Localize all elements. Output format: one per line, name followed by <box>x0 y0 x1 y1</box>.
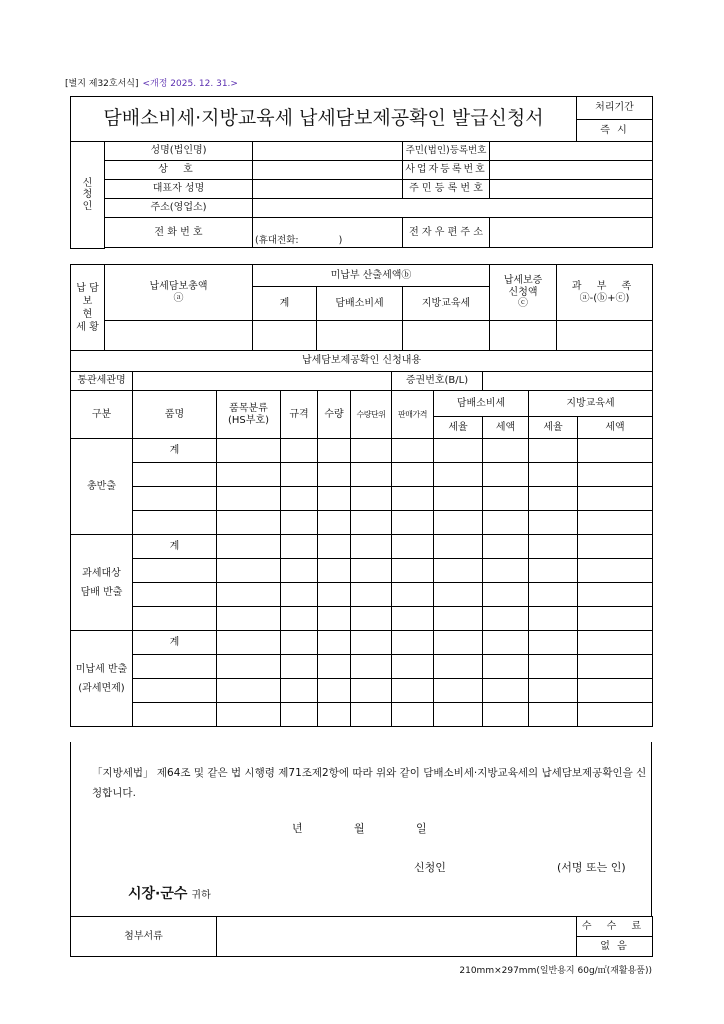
table-row <box>71 583 653 607</box>
detail-cell[interactable] <box>318 463 351 487</box>
col-hs: 품목분류 (HS부호) <box>217 391 281 439</box>
detail-cell[interactable] <box>392 487 434 511</box>
unpaid-edu-label: 지방교육세 <box>403 287 490 321</box>
detail-cell[interactable] <box>578 655 653 679</box>
group-total-label: 계 <box>133 631 217 655</box>
detail-cell[interactable] <box>281 655 318 679</box>
revision-note: <개정 2025. 12. 31.> <box>142 79 238 89</box>
group-label: 총반출 <box>71 439 133 535</box>
detail-cell[interactable] <box>281 487 318 511</box>
detail-cell[interactable] <box>281 439 318 463</box>
unpaid-tobacco-label: 담배소비세 <box>317 287 403 321</box>
detail-cell[interactable] <box>434 463 483 487</box>
detail-cell[interactable] <box>483 439 529 463</box>
unpaid-tax-label: 미납부 산출세액ⓑ <box>253 265 490 287</box>
unpaid-tobacco-field[interactable] <box>317 321 403 351</box>
detail-cell[interactable] <box>529 535 578 559</box>
col-edu-rate: 세율 <box>529 417 578 439</box>
col-edu-amount: 세액 <box>578 417 653 439</box>
detail-cell[interactable] <box>351 487 392 511</box>
detail-cell[interactable] <box>318 607 351 631</box>
attachments-label: 첨부서류 <box>71 917 217 957</box>
details-title: 납세담보제공확인 신청내용 <box>71 351 653 372</box>
table-row <box>71 559 653 583</box>
attachments-field[interactable] <box>217 917 577 957</box>
detail-cell[interactable] <box>351 703 392 727</box>
date-year: 년 <box>292 822 303 835</box>
detail-cell[interactable] <box>281 511 318 535</box>
guarantee-request-field[interactable] <box>490 321 557 351</box>
processing-period-label: 처리기간 <box>577 97 653 120</box>
detail-cell[interactable] <box>318 679 351 703</box>
rep-id-field[interactable] <box>490 180 653 199</box>
detail-cell[interactable] <box>483 607 529 631</box>
date-day: 일 <box>416 822 427 835</box>
detail-cell[interactable] <box>529 655 578 679</box>
detail-cell[interactable] <box>217 583 281 607</box>
detail-cell[interactable] <box>578 583 653 607</box>
title-table <box>70 96 653 142</box>
detail-cell[interactable] <box>351 559 392 583</box>
email-field[interactable] <box>490 218 653 248</box>
table-row <box>71 679 653 703</box>
mobile-label: (휴대전화: <box>255 235 299 247</box>
detail-cell[interactable] <box>318 439 351 463</box>
applicant-table <box>70 141 653 249</box>
detail-cell[interactable] <box>392 463 434 487</box>
detail-cell[interactable] <box>529 703 578 727</box>
col-unit: 수량단위 <box>351 391 392 439</box>
form-number: [별지 제32호서식] <box>65 79 139 89</box>
detail-cell[interactable] <box>133 679 217 703</box>
detail-cell[interactable] <box>529 583 578 607</box>
detail-cell[interactable] <box>217 559 281 583</box>
bl-number-field[interactable] <box>483 372 653 391</box>
security-table <box>70 264 653 351</box>
fee-value: 없 음 <box>577 937 653 957</box>
detail-cell[interactable] <box>529 439 578 463</box>
trade-name-field[interactable] <box>253 161 403 180</box>
declaration-text: 「지방세법」 제64조 및 같은 법 시행령 제71조제2항에 따라 위와 같이 담배소비세·지방교육세의 납세담보제공확인을 신청합니다. <box>92 767 647 799</box>
unpaid-sum-label: 계 <box>253 287 317 321</box>
col-price: 판매가격 <box>392 391 434 439</box>
group-label: 미납세 반출 (과세면제) <box>71 631 133 727</box>
table-row <box>71 487 653 511</box>
detail-cell[interactable] <box>133 511 217 535</box>
detail-cell[interactable] <box>392 511 434 535</box>
group-label: 과세대상 담배 반출 <box>71 535 133 631</box>
col-category: 구분 <box>71 391 133 439</box>
trade-name-label: 상 호 <box>105 161 253 180</box>
detail-cell[interactable] <box>529 511 578 535</box>
security-section-label: 납 담 보 현 세 황 <box>71 265 105 351</box>
form-title: 담배소비세·지방교육세 납세담보제공확인 발급신청서 <box>71 97 577 142</box>
mobile-close: ) <box>338 235 343 247</box>
detail-cell[interactable] <box>529 631 578 655</box>
detail-cell[interactable] <box>318 583 351 607</box>
total-security-label: 납세담보총액 ⓐ <box>105 265 253 321</box>
table-row <box>71 607 653 631</box>
detail-cell[interactable] <box>529 463 578 487</box>
form-header <box>65 76 238 89</box>
detail-cell[interactable] <box>483 559 529 583</box>
detail-cell[interactable] <box>434 439 483 463</box>
detail-cell[interactable] <box>578 559 653 583</box>
detail-cell[interactable] <box>529 487 578 511</box>
detail-cell[interactable] <box>318 559 351 583</box>
detail-cell[interactable] <box>434 511 483 535</box>
detail-cell[interactable] <box>392 607 434 631</box>
detail-cell[interactable] <box>578 511 653 535</box>
detail-cell[interactable] <box>217 679 281 703</box>
detail-cell[interactable] <box>133 607 217 631</box>
detail-cell[interactable] <box>217 607 281 631</box>
detail-cell[interactable] <box>217 463 281 487</box>
applicant-label: 신청인 <box>414 861 446 874</box>
detail-cell[interactable] <box>318 631 351 655</box>
detail-cell[interactable] <box>217 631 281 655</box>
col-tobacco-tax: 담배소비세 <box>434 391 529 417</box>
table-row <box>71 439 653 463</box>
reg-no-label: 주민(법인)등록번호 <box>403 142 490 161</box>
excess-shortage-label: 과 부 족 ⓐ-(ⓑ+ⓒ) <box>557 265 653 321</box>
detail-cell[interactable] <box>281 679 318 703</box>
biz-no-label: 사업자등록번호 <box>403 161 490 180</box>
detail-cell[interactable] <box>133 559 217 583</box>
detail-cell[interactable] <box>434 703 483 727</box>
detail-cell[interactable] <box>434 559 483 583</box>
guarantee-request-label: 납세보증 신청액 ⓒ <box>490 265 557 321</box>
email-label: 전 자 우 편 주 소 <box>403 218 490 248</box>
table-row <box>71 631 653 655</box>
detail-cell[interactable] <box>133 703 217 727</box>
detail-cell[interactable] <box>351 511 392 535</box>
rep-id-label: 주 민 등 록 번 호 <box>403 180 490 199</box>
detail-cell[interactable] <box>392 439 434 463</box>
detail-cell[interactable] <box>578 439 653 463</box>
rep-name-field[interactable] <box>253 180 403 199</box>
detail-cell[interactable] <box>133 583 217 607</box>
detail-cell[interactable] <box>483 535 529 559</box>
fee-label: 수 수 료 <box>577 917 653 937</box>
detail-cell[interactable] <box>217 439 281 463</box>
detail-cell[interactable] <box>483 487 529 511</box>
detail-cell[interactable] <box>434 583 483 607</box>
bl-number-label: 증권번호(B/L) <box>392 372 483 391</box>
table-row <box>71 535 653 559</box>
detail-cell[interactable] <box>578 703 653 727</box>
detail-cell[interactable] <box>483 679 529 703</box>
name-label: 성명(법인명) <box>105 142 253 161</box>
detail-cell[interactable] <box>217 703 281 727</box>
detail-cell[interactable] <box>578 535 653 559</box>
name-field[interactable] <box>253 142 403 161</box>
detail-cell[interactable] <box>351 463 392 487</box>
detail-cell[interactable] <box>483 463 529 487</box>
detail-cell[interactable] <box>483 583 529 607</box>
processing-period-value: 즉 시 <box>577 120 653 142</box>
detail-cell[interactable] <box>434 607 483 631</box>
detail-cell[interactable] <box>281 463 318 487</box>
date-month: 월 <box>354 822 365 835</box>
detail-cell[interactable] <box>434 487 483 511</box>
signature-label[interactable]: (서명 또는 인) <box>557 861 626 874</box>
col-spec: 규격 <box>281 391 318 439</box>
detail-cell[interactable] <box>434 679 483 703</box>
detail-cell[interactable] <box>351 631 392 655</box>
col-qty: 수량 <box>318 391 351 439</box>
detail-cell[interactable] <box>318 487 351 511</box>
applicant-section-label: 신 청 인 <box>71 142 105 249</box>
group-total-label: 계 <box>133 535 217 559</box>
col-edu-tax: 지방교육세 <box>529 391 653 417</box>
detail-cell[interactable] <box>483 511 529 535</box>
detail-cell[interactable] <box>281 631 318 655</box>
detail-cell[interactable] <box>483 631 529 655</box>
detail-cell[interactable] <box>392 559 434 583</box>
detail-cell[interactable] <box>483 703 529 727</box>
detail-cell[interactable] <box>529 559 578 583</box>
detail-cell[interactable] <box>281 583 318 607</box>
table-row <box>71 703 653 727</box>
rep-name-label: 대표자 성명 <box>105 180 253 199</box>
biz-no-field[interactable] <box>490 161 653 180</box>
detail-cell[interactable] <box>351 655 392 679</box>
phone-field[interactable] <box>253 218 403 248</box>
phone-label: 전 화 번 호 <box>105 218 253 248</box>
detail-cell[interactable] <box>281 703 318 727</box>
detail-cell[interactable] <box>351 679 392 703</box>
detail-cell[interactable] <box>133 463 217 487</box>
detail-cell[interactable] <box>434 631 483 655</box>
detail-cell[interactable] <box>217 511 281 535</box>
table-row <box>71 655 653 679</box>
unpaid-edu-field[interactable] <box>403 321 490 351</box>
detail-cell[interactable] <box>351 439 392 463</box>
detail-cell[interactable] <box>483 655 529 679</box>
detail-cell[interactable] <box>217 655 281 679</box>
detail-cell[interactable] <box>133 655 217 679</box>
detail-cell[interactable] <box>434 655 483 679</box>
paper-size-note: 210mm×297mm(일반용지 60g/㎡(재활용품)) <box>459 966 652 976</box>
detail-cell[interactable] <box>392 703 434 727</box>
recipient: 시장·군수 귀하 <box>128 886 211 902</box>
detail-cell[interactable] <box>529 607 578 631</box>
detail-cell[interactable] <box>281 535 318 559</box>
detail-cell[interactable] <box>281 607 318 631</box>
reg-no-field[interactable] <box>490 142 653 161</box>
detail-cell[interactable] <box>392 631 434 655</box>
detail-cell[interactable] <box>392 655 434 679</box>
col-item: 품명 <box>133 391 217 439</box>
detail-cell[interactable] <box>578 631 653 655</box>
customs-office-field[interactable] <box>133 372 392 391</box>
detail-cell[interactable] <box>578 607 653 631</box>
detail-cell[interactable] <box>217 535 281 559</box>
detail-cell[interactable] <box>281 559 318 583</box>
address-label: 주소(영업소) <box>105 199 253 218</box>
table-row <box>71 463 653 487</box>
detail-cell[interactable] <box>318 511 351 535</box>
detail-cell[interactable] <box>392 679 434 703</box>
table-row <box>71 511 653 535</box>
detail-cell[interactable] <box>318 535 351 559</box>
detail-cell[interactable] <box>578 679 653 703</box>
detail-cell[interactable] <box>351 583 392 607</box>
customs-office-label: 통관세관명 <box>71 372 133 391</box>
group-total-label: 계 <box>133 439 217 463</box>
details-table <box>70 350 653 727</box>
detail-cell[interactable] <box>133 487 217 511</box>
address-field[interactable] <box>253 199 653 218</box>
total-security-field[interactable] <box>105 321 253 351</box>
detail-cell[interactable] <box>318 655 351 679</box>
col-tobacco-amount: 세액 <box>483 417 529 439</box>
detail-cell[interactable] <box>351 607 392 631</box>
col-tobacco-rate: 세율 <box>434 417 483 439</box>
detail-cell[interactable] <box>217 487 281 511</box>
detail-cell[interactable] <box>392 535 434 559</box>
attachments-table <box>70 916 653 957</box>
detail-cell[interactable] <box>392 583 434 607</box>
detail-cell[interactable] <box>318 703 351 727</box>
excess-shortage-field[interactable] <box>557 321 653 351</box>
unpaid-sum-field[interactable] <box>253 321 317 351</box>
detail-cell[interactable] <box>529 679 578 703</box>
detail-cell[interactable] <box>434 535 483 559</box>
detail-cell[interactable] <box>578 463 653 487</box>
detail-cell[interactable] <box>578 487 653 511</box>
detail-cell[interactable] <box>351 535 392 559</box>
